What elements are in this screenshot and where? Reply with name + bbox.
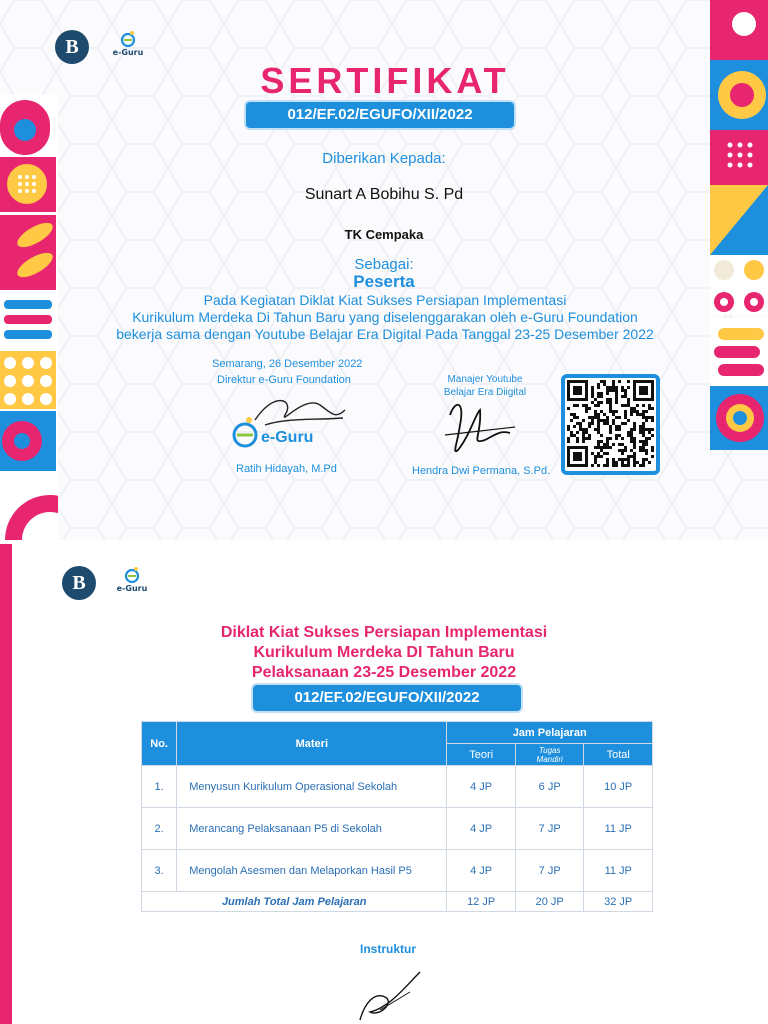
cell-tugas: 6 JP — [515, 766, 584, 808]
recipient-school: TK Cempaka — [344, 227, 424, 242]
signer-right-title-line: Belajar Era Diigital — [443, 387, 527, 398]
certificate-number: 012/EF.02/EGUFO/XII/2022 — [246, 102, 514, 128]
logo-b-letter: B — [65, 35, 79, 58]
header-no: No. — [142, 722, 177, 766]
table-row — [142, 766, 653, 808]
eguru-mark-icon — [119, 30, 137, 48]
total-label: Jumlah Total Jam Pelajaran — [142, 892, 447, 912]
recipient-name: Sunart A Bobihu S. Pd — [304, 186, 464, 203]
header-materi: Materi — [177, 722, 447, 766]
signature-icon — [350, 962, 430, 1024]
qr-code-icon — [561, 374, 660, 475]
right-decoration — [710, 0, 768, 450]
total-row — [142, 892, 653, 912]
signer-right-title-line: Manajer Youtube — [447, 374, 523, 385]
signer-right-name: Hendra Dwi Permana, S.Pd. — [412, 465, 551, 477]
given-to-label: Diberikan Kepada: — [322, 150, 446, 167]
cell-total: 11 JP — [584, 808, 653, 850]
b-logo-icon — [55, 30, 89, 64]
cell-teori: 4 JP — [447, 850, 516, 892]
signer-left-place-date: Semarang, 26 Desember 2022 — [212, 358, 363, 370]
signer-left-name: Ratih Hidayah, M.Pd — [236, 463, 337, 475]
header-tugas-line: Tugas — [538, 745, 561, 755]
total-total: 32 JP — [584, 892, 653, 912]
as-label: Sebagai: — [354, 256, 414, 273]
eguru-logo-icon — [112, 564, 152, 604]
detail-number: 012/EF.02/EGUFO/XII/2022 — [253, 685, 521, 711]
cell-total: 10 JP — [584, 766, 653, 808]
detail-title-line: Pelaksanaan 23-25 Desember 2022 — [251, 664, 517, 681]
recipient-role: Peserta — [353, 272, 415, 291]
cell-no: 2. — [142, 808, 177, 850]
description-line: Pada Kegiatan Diklat Kiat Sukses Persiapan Implementasi — [203, 292, 567, 308]
total-tugas: 20 JP — [515, 892, 584, 912]
detail-title-line: Kurikulum Merdeka DI Tahun Baru — [253, 644, 515, 661]
cell-materi: Mengolah Asesmen dan Melaporkan Hasil P5 — [177, 850, 447, 892]
cell-tugas: 7 JP — [515, 850, 584, 892]
header-teori: Teori — [447, 744, 516, 766]
cell-materi: Merancang Pelaksanaan P5 di Sekolah — [177, 808, 447, 850]
eguru-logo-text: e-Guru — [116, 584, 148, 593]
signature-icon — [225, 390, 355, 460]
detail-title — [0, 623, 768, 683]
eguru-logo-icon — [108, 28, 148, 68]
logo-b-letter: B — [72, 571, 86, 594]
stamp-text: e-Guru — [261, 429, 314, 446]
cell-materi: Menyusun Kurikulum Operasional Sekolah — [177, 766, 447, 808]
instructor-label: Instruktur — [360, 942, 417, 956]
lesson-hours-table — [141, 721, 653, 912]
page-stripe — [0, 544, 12, 1024]
cell-teori: 4 JP — [447, 766, 516, 808]
total-teori: 12 JP — [447, 892, 516, 912]
detail-title-line: Diklat Kiat Sukses Persiapan Implementasi — [220, 624, 548, 641]
cell-no: 1. — [142, 766, 177, 808]
signer-left-title: Direktur e-Guru Foundation — [217, 374, 351, 386]
table-row — [142, 808, 653, 850]
table-row — [142, 850, 653, 892]
certificate-description — [60, 292, 710, 343]
description-line: Kurikulum Merdeka Di Tahun Baru yang diselenggarakan oleh e-Guru Foundation — [132, 309, 638, 325]
certificate-title: SERTIFIKAT — [260, 60, 510, 101]
signature-icon — [440, 395, 520, 465]
cell-no: 3. — [142, 850, 177, 892]
header-tugas-line: Mandiri — [536, 754, 563, 764]
cell-teori: 4 JP — [447, 808, 516, 850]
detail-page — [0, 544, 768, 1024]
description-line: bekerja sama dengan Youtube Belajar Era Digital Pada Tanggal 23-25 Desember 2022 — [116, 326, 654, 342]
header-tugas-mandiri — [515, 744, 584, 766]
b-logo-icon — [62, 566, 96, 600]
header-jam-pelajaran: Jam Pelajaran — [447, 722, 653, 744]
eguru-mark-icon — [123, 566, 141, 584]
cell-tugas: 7 JP — [515, 808, 584, 850]
cell-total: 11 JP — [584, 850, 653, 892]
header-total: Total — [584, 744, 653, 766]
eguru-logo-text: e-Guru — [112, 48, 144, 57]
